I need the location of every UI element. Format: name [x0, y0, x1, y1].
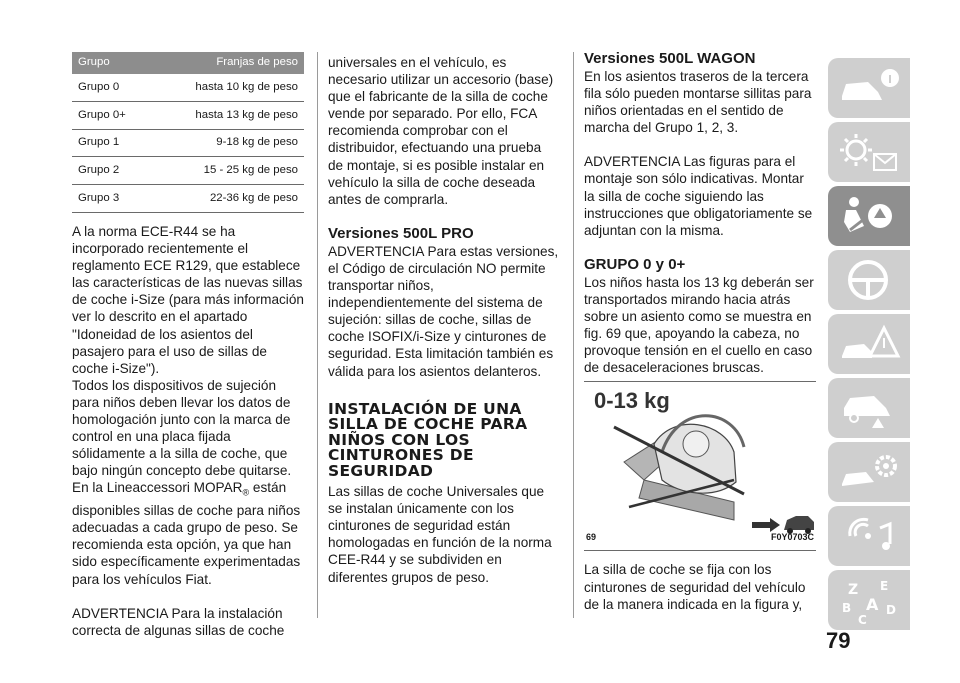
column-3 — [584, 50, 816, 613]
column-2 — [328, 54, 560, 586]
table-header-row — [72, 52, 304, 74]
figure-code: F0Y0703C — [770, 532, 814, 543]
tab-warning-triangle-car[interactable] — [828, 314, 910, 374]
table-row — [72, 129, 304, 157]
tab-car-info[interactable] — [828, 58, 910, 118]
warning-lights-icon — [828, 122, 910, 182]
paragraph-warning-installation: ADVERTENCIA Para la instalación correcta de algunas sillas de coche — [72, 605, 285, 638]
column-divider-2 — [573, 52, 574, 618]
heading-install-seatbelts: INSTALACIÓN DE UNA SILLA DE COCHE PARA NIÑOS CON LOS CINTURONES DE SEGURIDAD — [328, 399, 528, 480]
svg-text:C: C — [858, 613, 867, 627]
paragraph-ece-r129: A la norma ECE-R44 se ha incorporado recientemente el reglamento ECE R129, que establece las características de las nuevas sillas de coche i-Size (para más información ver lo descrito en el apartado "Idoneidad de los asientos del pasajero para el uso de sillas de coche i-Size"). — [72, 223, 304, 376]
heading-500l-pro: Versiones 500L PRO — [328, 224, 474, 242]
mopar-text-b: están disponibles sillas de coche para niños adecuadas a cada grupo de peso. Se recomienda esta opción, ya que han sido específicamente experimentadas para los vehículos Fiat. — [72, 480, 301, 587]
table-row — [72, 157, 304, 185]
heading-group-0: GRUPO 0 y 0+ — [584, 255, 686, 273]
table-header-bands: Franjas de peso — [152, 52, 304, 74]
table-cell-group: Grupo 2 — [72, 157, 152, 185]
table-row — [72, 185, 304, 213]
tab-seat-airbag[interactable] — [828, 186, 910, 246]
tab-service-gears[interactable] — [828, 442, 910, 502]
table-row — [72, 101, 304, 129]
table-cell-group: Grupo 1 — [72, 129, 152, 157]
seat-airbag-icon — [828, 186, 910, 246]
mopar-text-a: En la Lineaccessori MOPAR — [72, 480, 243, 496]
multimedia-icon — [828, 506, 910, 566]
table-cell-bands: hasta 13 kg de peso — [152, 101, 304, 129]
tab-multimedia[interactable] — [828, 506, 910, 566]
figure-weight-label: 0-13 kg — [594, 388, 670, 414]
column-1 — [72, 52, 304, 639]
tab-steering-wheel[interactable] — [828, 250, 910, 310]
paragraph-universal-seats: Las sillas de coche Universales que se instalan únicamente con los cinturones de seguridad están homologadas en función de la norma CEE-R44 y se subdividen en diferentes grupos de peso. — [328, 484, 552, 585]
figure-69 — [584, 381, 816, 551]
paragraph-universal-base: universales en el vehículo, es necesario utilizar un accesorio (base) que el fabricante de la silla de coche vende por separado. Por ello, FCA recomienda comprobar con el distribuidor, efectuando una prueba de montaje, si es posible instalar en vehículo la silla de coche deseada antes de comprarla. — [328, 55, 554, 207]
table-header-group: Grupo — [72, 52, 152, 74]
car-jack-icon — [828, 378, 910, 438]
svg-text:E: E — [880, 579, 889, 593]
table-cell-group: Grupo 3 — [72, 185, 152, 213]
paragraph-pro-warning: ADVERTENCIA Para estas versiones, el Código de circulación NO permite transportar niños, independientemente del sistema de sujeción: sillas de coche, sillas de coche ISOFIX/i-Size y cinturones de seguridad. Esta limitación también es válida para los asientos delanteros. — [328, 243, 559, 379]
tab-alphabet-index[interactable] — [828, 570, 910, 630]
paragraph-figures-warning: ADVERTENCIA Las figuras para el montaje son sólo indicativas. Montar la silla de coche siguiendo las instrucciones que obligatoriamente se adjuntan con la misma. — [584, 154, 813, 238]
car-info-icon — [828, 58, 910, 118]
table-cell-group: Grupo 0+ — [72, 101, 152, 129]
paragraph-wagon-third-row: En los asientos traseros de la tercera fila sólo pueden montarse sillitas para niños orientadas en el sentido de marcha del Grupo 1, 2, 3. — [584, 69, 812, 136]
chapter-tabs — [828, 58, 910, 634]
figure-number: 69 — [586, 532, 597, 543]
table-row — [72, 74, 304, 101]
table-cell-group: Grupo 0 — [72, 74, 152, 101]
table-cell-bands: 9-18 kg de peso — [152, 129, 304, 157]
paragraph-mopar — [72, 479, 304, 587]
svg-text:B: B — [842, 601, 852, 615]
tab-car-jack[interactable] — [828, 378, 910, 438]
table-cell-bands: 15 - 25 kg de peso — [152, 157, 304, 185]
warning-triangle-car-icon — [828, 314, 910, 374]
weight-group-table — [72, 52, 304, 213]
heading-500l-wagon: Versiones 500L WAGON — [584, 50, 756, 67]
paragraph-rear-facing: Los niños hasta los 13 kg deberán ser transportados mirando hacia atrás sobre un asiento como se muestra en fig. 69 que, apoyando la cabeza, no provoque tensión en el cuello en caso de desaceleraciones bruscas. — [584, 274, 814, 376]
page-number: 79 — [826, 628, 851, 653]
table-cell-bands: hasta 10 kg de peso — [152, 74, 304, 101]
tab-warning-lights[interactable] — [828, 122, 910, 182]
registered-mark: ® — [242, 488, 250, 499]
svg-text:Z: Z — [848, 582, 859, 598]
steering-wheel-icon — [828, 250, 910, 310]
svg-text:A: A — [866, 595, 879, 614]
paragraph-homologation: Todos los dispositivos de sujeción para niños deben llevar los datos de homologación junto con la marca de control en una placa fijada sólidamente a la silla de coche, que bajo ningún concepto debe quitarse. — [72, 377, 292, 479]
column-divider-1 — [317, 52, 318, 618]
service-gears-icon — [828, 442, 910, 502]
paragraph-seat-fixing: La silla de coche se fija con los cinturones de seguridad del vehículo de la manera indicada en la figura y, — [584, 562, 806, 612]
alphabet-index-icon — [828, 570, 910, 630]
table-cell-bands: 22-36 kg de peso — [152, 185, 304, 213]
svg-text:D: D — [886, 603, 896, 617]
